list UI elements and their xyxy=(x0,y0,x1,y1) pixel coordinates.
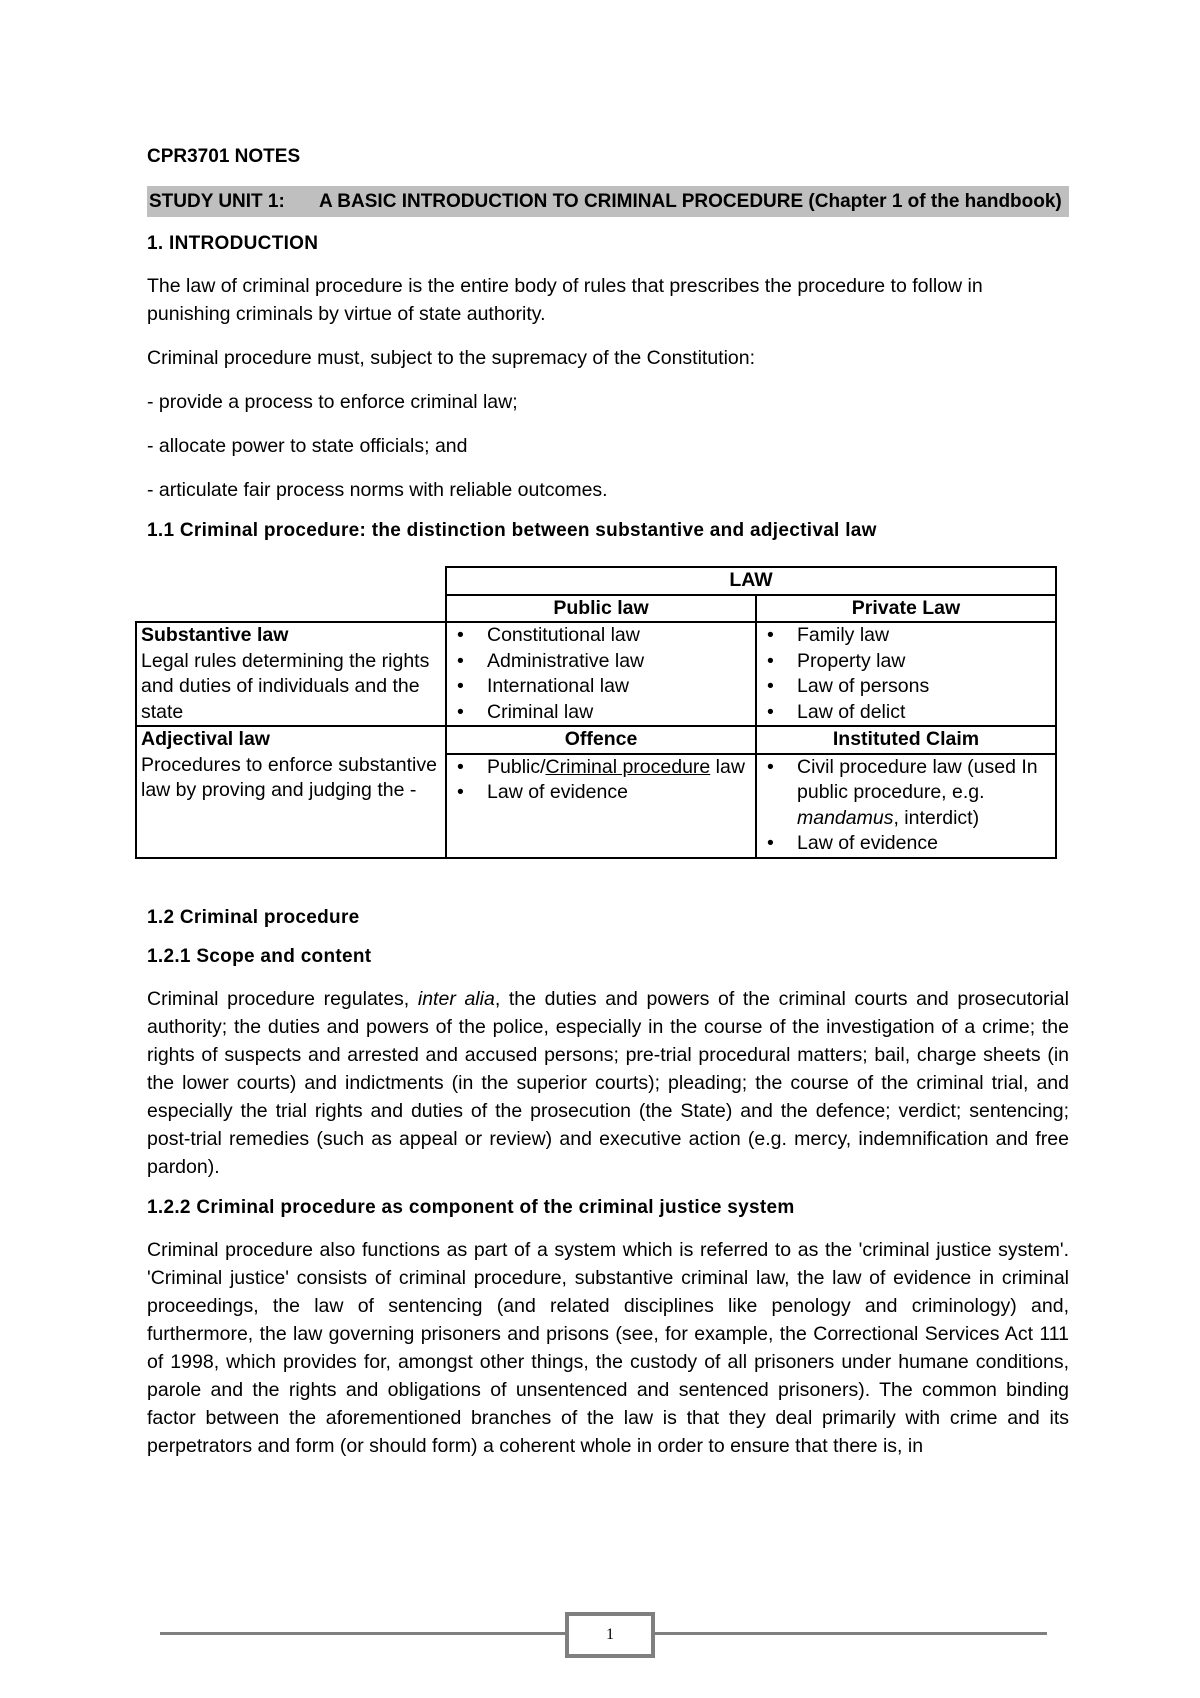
criminal-procedure-heading: 1.2 Criminal procedure xyxy=(147,906,360,928)
offence-list-cell xyxy=(446,754,756,858)
private-law-list-cell xyxy=(756,622,1056,726)
list-item: • International law xyxy=(451,674,751,700)
justice-system-paragraph: Criminal procedure also functions as part of a system which is referred to as the 'criminal justice system'. 'Criminal justice' consists of criminal procedure, substantive criminal law, the law of evidence in criminal proceedings, the law of sentencing (and related disciplines like penology and criminology) and, furthermore, the law governing prisoners and prisons (see, for example, the Correctional Services Act 111 of 1998, which provides for, amongst other things, the custody of all prisoners under humane conditions, parole and the rights and obligations of unsentenced and sentenced prisoners). The common binding factor between the aforementioned branches of the law is that they deal primarily with crime and its perpetrators and form (or should form) a coherent whole in order to ensure that there is, in xyxy=(147,1238,1069,1457)
scope-paragraph-rest: , the duties and powers of the criminal courts and prosecutorial authority; the duties and powers of the police, especially in the course of the investigation of a crime; the rights of suspects and arrested and accused persons; pre-trial procedural matters; bail, charge sheets (in the lower courts) and indictments (in the superior courts); pleading; the course of the criminal trial, and especially the trial rights and duties of the prosecution (the State) and the defence; verdict; sentencing; post-trial remedies (such as appeal or review) and executive action (e.g. mercy, indemnification and free pardon). xyxy=(147,987,1069,1178)
criminal-procedure-suffix: law xyxy=(710,755,745,778)
study-unit-banner xyxy=(147,186,1069,217)
document-title: CPR3701 NOTES xyxy=(147,146,301,167)
adjectival-law-description: Procedures to enforce substantive law by proving and judging the - xyxy=(141,753,437,801)
civil-procedure-prefix: Civil procedure law (used In public procedure, e.g. xyxy=(797,755,1038,803)
scope-content-heading: 1.2.1 Scope and content xyxy=(147,945,372,967)
list-item: • Law of evidence xyxy=(451,780,751,806)
document-body xyxy=(141,146,1069,1476)
adjectival-law-cell xyxy=(136,726,446,858)
criminal-procedure-underlined: Criminal procedure xyxy=(545,755,711,778)
list-item: • Constitutional law xyxy=(451,623,751,649)
study-unit-title: A BASIC INTRODUCTION TO CRIMINAL PROCEDURE (Chapter 1 of the handbook) xyxy=(319,191,1062,212)
law-header: LAW xyxy=(446,567,1056,595)
process-list-item: - articulate fair process norms with reliable outcomes. xyxy=(147,479,608,501)
claim-list-cell xyxy=(756,754,1056,858)
page-number: 1 xyxy=(565,1612,655,1658)
claim-list xyxy=(761,755,1051,857)
list-item: • Law of delict xyxy=(761,700,1051,726)
empty-cell xyxy=(136,595,446,623)
list-item: • Law of evidence xyxy=(761,831,1051,857)
list-item: • Criminal law xyxy=(451,700,751,726)
criminal-procedure-prefix: Public/ xyxy=(487,755,546,778)
offence-header: Offence xyxy=(446,726,756,754)
list-item: • Administrative law xyxy=(451,649,751,675)
page-footer xyxy=(0,1612,1200,1658)
substantive-law-description: Legal rules determining the rights and duties of individuals and the state xyxy=(141,649,430,723)
public-law-header: Public law xyxy=(446,595,756,623)
civil-procedure-suffix: , interdict) xyxy=(893,806,980,829)
public-law-list-cell xyxy=(446,622,756,726)
empty-cell xyxy=(136,567,446,595)
mandamus-term: mandamus xyxy=(797,806,894,829)
adjectival-law-title: Adjectival law xyxy=(141,728,270,750)
footer-rule-right xyxy=(647,1632,1047,1635)
justice-system-heading: 1.2.2 Criminal procedure as component of the criminal justice system xyxy=(147,1196,795,1218)
introduction-heading: 1. INTRODUCTION xyxy=(147,233,319,254)
scope-paragraph xyxy=(147,985,1069,1181)
public-law-list xyxy=(451,623,751,725)
footer-rule-left xyxy=(160,1632,565,1635)
private-law-header: Private Law xyxy=(756,595,1056,623)
substantive-law-title: Substantive law xyxy=(141,624,289,646)
list-item: • Family law xyxy=(761,623,1051,649)
inter-alia-term: inter alia xyxy=(417,987,495,1010)
table-row xyxy=(136,595,1056,623)
table-row xyxy=(136,622,1056,726)
private-law-list xyxy=(761,623,1051,725)
process-list-item: - provide a process to enforce criminal law; xyxy=(147,391,518,413)
table-row xyxy=(136,726,1056,754)
offence-list xyxy=(451,755,751,806)
list-item: • Law of persons xyxy=(761,674,1051,700)
introduction-paragraph: The law of criminal procedure is the entire body of rules that prescribes the procedure to follow in punishing criminals by virtue of state authority. xyxy=(147,275,983,325)
substantive-law-cell xyxy=(136,622,446,726)
scope-paragraph-start: Criminal procedure regulates, xyxy=(147,987,418,1010)
list-item xyxy=(451,755,751,781)
instituted-claim-header: Instituted Claim xyxy=(756,726,1056,754)
table-row xyxy=(136,567,1056,595)
list-item xyxy=(761,755,1051,832)
list-item: • Property law xyxy=(761,649,1051,675)
process-list-item: - allocate power to state officials; and xyxy=(147,435,468,457)
study-unit-label: STUDY UNIT 1: xyxy=(149,191,285,212)
constitution-paragraph: Criminal procedure must, subject to the supremacy of the Constitution: xyxy=(147,347,756,369)
law-classification-table xyxy=(135,566,1057,859)
substantive-adjectival-heading: 1.1 Criminal procedure: the distinction between substantive and adjectival law xyxy=(147,520,877,541)
